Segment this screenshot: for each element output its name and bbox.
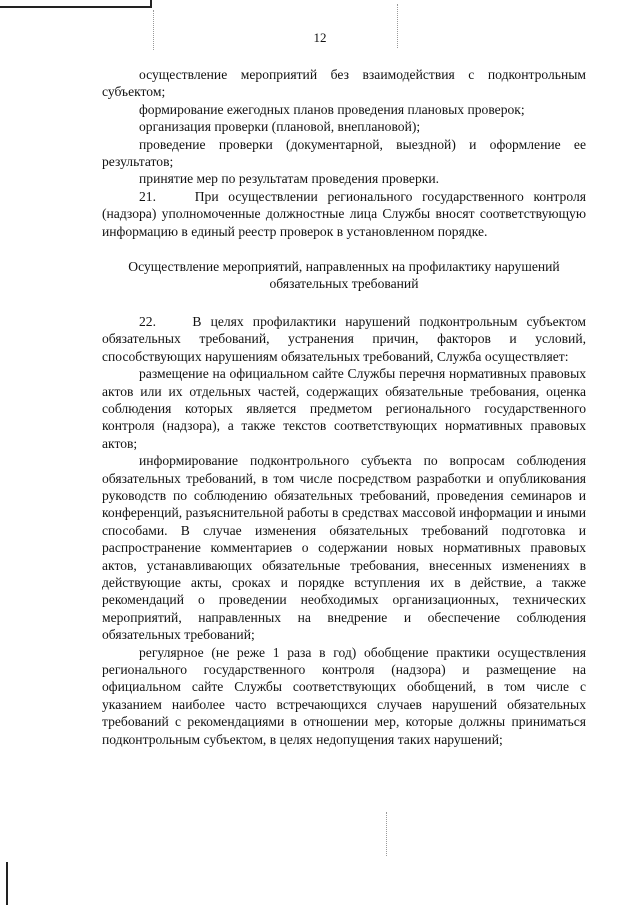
paragraph: принятие мер по результатам проведения проверки. — [139, 171, 440, 187]
paragraph: формирование ежегодных планов проведения плановых проверок; — [139, 101, 525, 117]
paragraph: проведение проверки (документарной, выездной) и оформление ее результатов; — [102, 136, 586, 170]
section-heading: Осуществление мероприятий, направленных на профилактику нарушений обязательных требований — [128, 259, 560, 292]
paragraph: размещение на официальном сайте Службы перечня нормативных правовых актов или их отдельных частей, содержащих обязательные требования, оценка соблюдения которых является предметом регионального государственного контроля (надзора), а также текстов соответствующих нормативных правовых актов; — [102, 366, 586, 451]
paragraph: организация проверки (плановой, внеплановой); — [139, 119, 421, 135]
paragraph: 21. При осуществлении регионального государственного контроля (надзора) уполномоченные должностные лица Службы вносят соответствующую информацию в единый реестр проверок в установленном порядке. — [102, 188, 586, 239]
paragraph: информирование подконтрольного субъекта по вопросам соблюдения обязательных требований, в том числе посредством разработки и опубликования руководств по соблюдению обязательных требований, проведения семинаров и конференций, разъяснительной работы в средствах массовой информации и иными способами. В случае изменения обязательных требований подготовка и распространение комментариев о содержании новых нормативных правовых актов, устанавливающих обязательные требования, внесенных изменениях в действующие акты, сроках и порядке вступления их в действие, а также рекомендаций о проведении необходимых организационных, технических мероприятий, направленных на внедрение и обеспечение соблюдения обязательных требований; — [102, 453, 586, 643]
paragraph: 22. В целях профилактики нарушений подконтрольным субъектом обязательных требований, устранения причин, факторов и условий, способствующих нарушениям обязательных требований, Служба осуществляет: — [102, 313, 586, 364]
scan-dots-bottom — [386, 812, 388, 856]
scan-mark-top-tick — [150, 0, 152, 8]
scan-mark-top — [0, 6, 150, 8]
document-body — [102, 66, 586, 748]
page-number: 12 — [313, 30, 327, 45]
paragraph: регулярное (не реже 1 раза в год) обобщение практики осуществления регионального государственного контроля (надзора) и размещение на официальном сайте Службы соответствующих обобщений, в том числе с указанием наиболее часто встречающихся случаев нарушений обязательных требований с рекомендациями в отношении мер, которые должны приниматься подконтрольным субъектом, в целях недопущения таких нарушений; — [102, 644, 586, 747]
paragraph: осуществление мероприятий без взаимодействия с подконтрольным субъектом; — [102, 67, 586, 100]
scan-mark-left — [6, 862, 8, 905]
